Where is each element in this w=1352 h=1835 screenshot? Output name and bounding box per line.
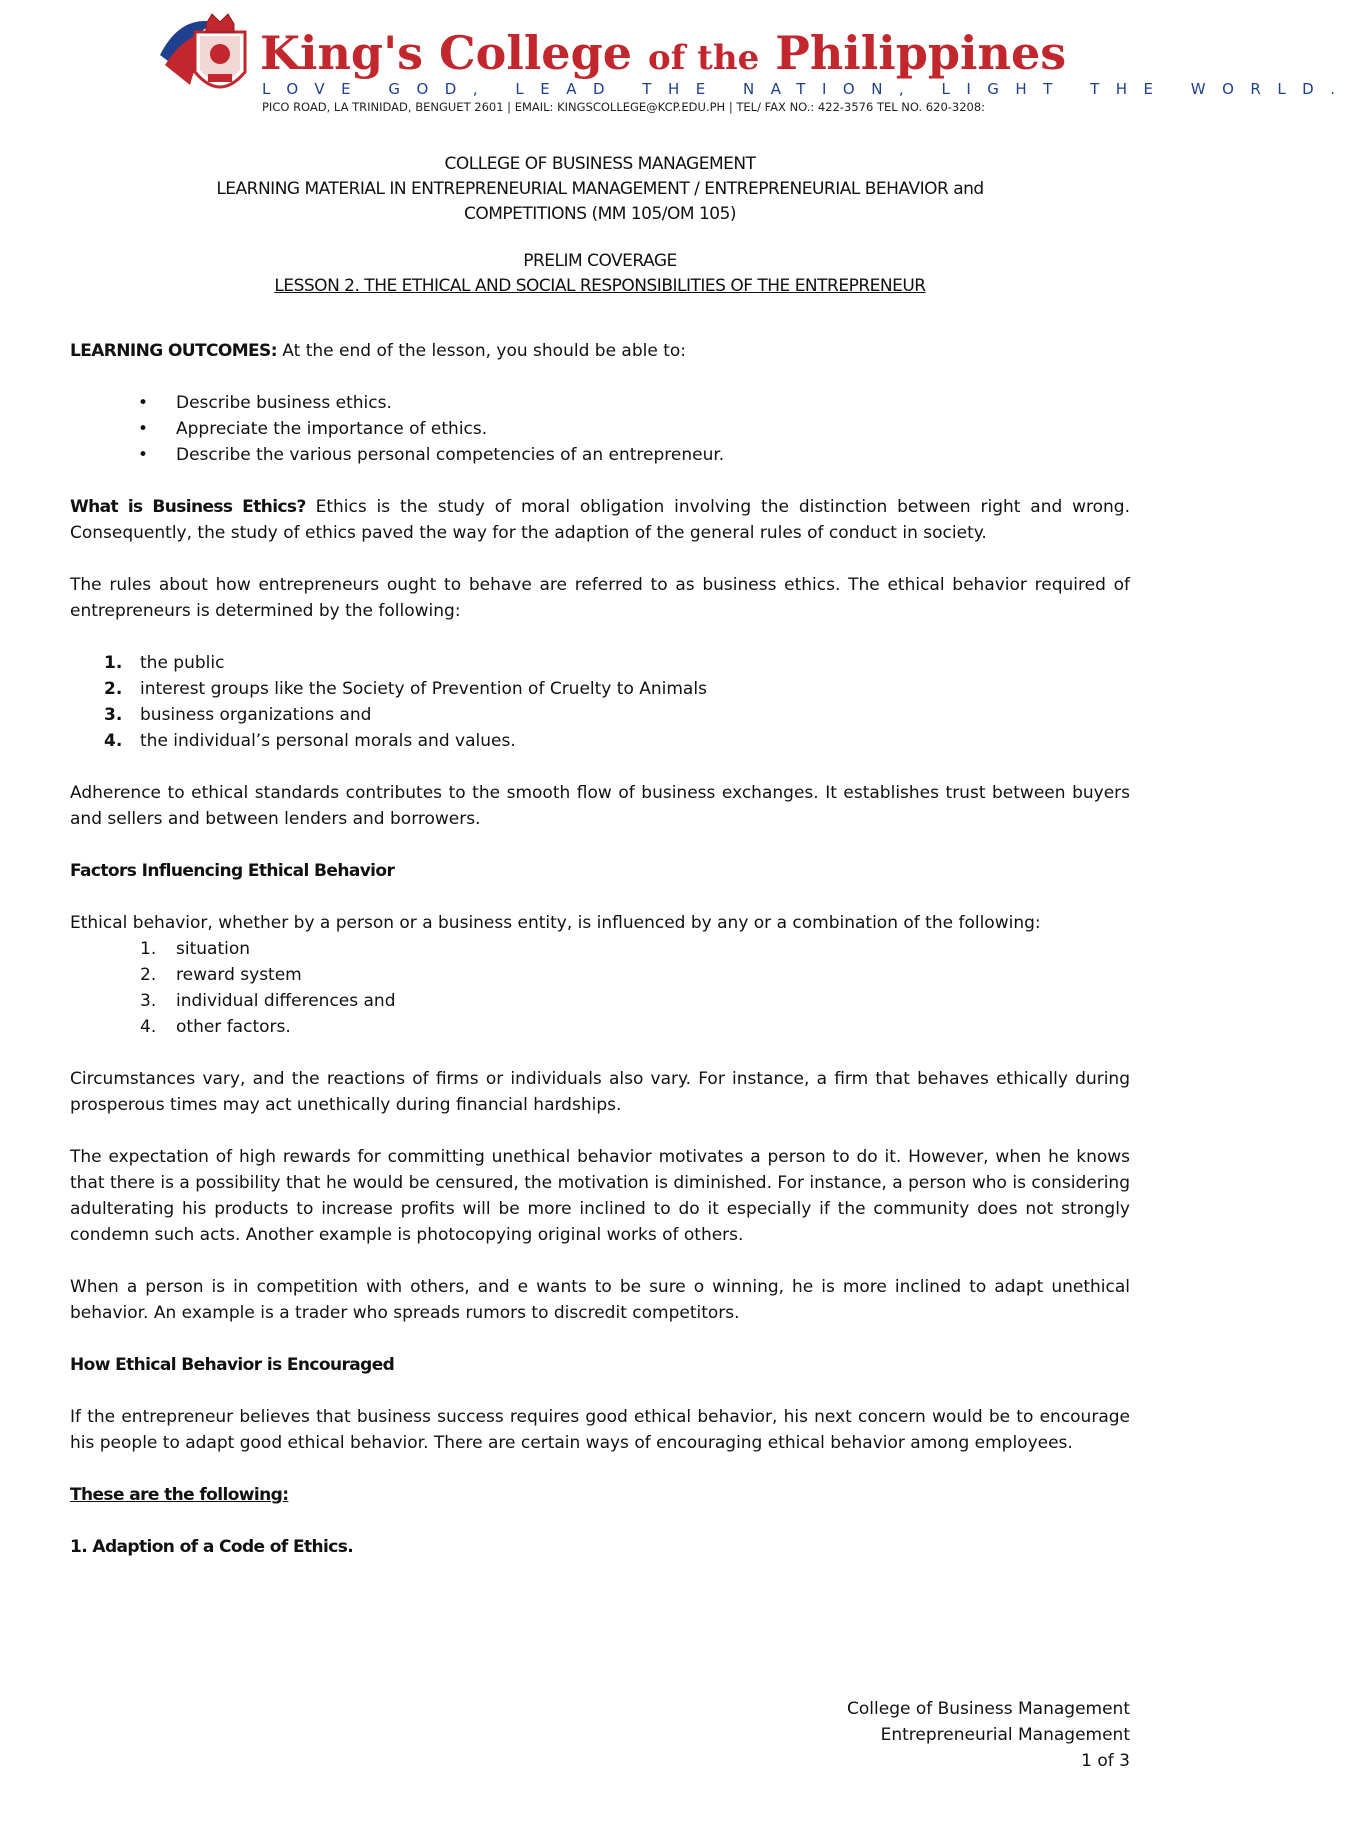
title-line-3: COMPETITIONS (MM 105/OM 105) bbox=[463, 204, 737, 224]
page-number: 1 of 3 bbox=[1081, 1751, 1130, 1771]
page-footer bbox=[847, 1696, 1130, 1774]
spacer bbox=[70, 1248, 1130, 1274]
list-number: 2. bbox=[104, 679, 123, 699]
list-item bbox=[70, 728, 1130, 754]
letterhead bbox=[160, 10, 1352, 120]
title-line-1: COLLEGE OF BUSINESS MANAGEMENT bbox=[444, 154, 756, 174]
list-item bbox=[70, 936, 1130, 962]
list-number: 1. bbox=[140, 939, 157, 959]
learning-outcomes-label: LEARNING OUTCOMES: bbox=[70, 341, 277, 361]
spacer bbox=[70, 1040, 1130, 1066]
college-address: PICO ROAD, LA TRINIDAD, BENGUET 2601 | EMAIL: KINGSCOLLEGE@KCP.EDU.PH | TEL/ FAX NO.: 422-3576 TEL NO. 620-3208: bbox=[262, 100, 986, 114]
encouraged-paragraph: If the entrepreneur believes that business success requires good ethical behavior, his next concern would be to encourage his people to adapt good ethical behavior. There are certain ways of encouraging ethical behavior among employees. bbox=[70, 1407, 1130, 1453]
college-name-kings: King's College bbox=[260, 26, 632, 80]
ethics-determinants-list bbox=[70, 650, 1130, 754]
spacer bbox=[70, 1118, 1130, 1144]
ethics-definition bbox=[70, 494, 1130, 546]
footer-subject: Entrepreneurial Management bbox=[880, 1725, 1130, 1745]
list-item-text: individual differences and bbox=[176, 991, 396, 1011]
list-item bbox=[70, 702, 1130, 728]
spacer bbox=[70, 468, 1130, 494]
list-item-text: reward system bbox=[176, 965, 302, 985]
spacer bbox=[70, 1456, 1130, 1482]
title-line-2: LEARNING MATERIAL IN ENTREPRENEURIAL MANAGEMENT / ENTREPRENEURIAL BEHAVIOR and bbox=[216, 179, 984, 199]
document-body bbox=[70, 338, 1130, 1560]
ethics-label: What is Business Ethics? bbox=[70, 497, 306, 517]
list-item-text: the public bbox=[140, 653, 225, 673]
spacer bbox=[70, 754, 1130, 780]
list-item bbox=[70, 650, 1130, 676]
spacer bbox=[70, 364, 1130, 390]
spacer bbox=[70, 832, 1130, 858]
list-item-text: Appreciate the importance of ethics. bbox=[176, 419, 488, 439]
list-item-text: Describe business ethics. bbox=[176, 393, 392, 413]
factors-list bbox=[70, 936, 1130, 1040]
college-name bbox=[260, 26, 1067, 80]
footer-college: College of Business Management bbox=[847, 1699, 1130, 1719]
list-number: 3. bbox=[140, 991, 157, 1011]
list-number: 1. bbox=[104, 653, 123, 673]
list-number: 2. bbox=[140, 965, 157, 985]
coverage-title: PRELIM COVERAGE bbox=[523, 251, 677, 271]
list-item-text: the individual’s personal morals and values. bbox=[140, 731, 516, 751]
list-item-text: Describe the various personal competencies of an entrepreneur. bbox=[176, 445, 725, 465]
list-number: 3. bbox=[104, 705, 123, 725]
code-of-ethics-heading: 1. Adaption of a Code of Ethics. bbox=[70, 1537, 354, 1557]
list-item bbox=[70, 988, 1130, 1014]
factors-intro: Ethical behavior, whether by a person or a business entity, is influenced by any or a combination of the following: bbox=[70, 913, 1041, 933]
ethics-adherence: Adherence to ethical standards contributes to the smooth flow of business exchanges. It establishes trust between buyers and sellers and between lenders and borrowers. bbox=[70, 783, 1130, 829]
following-heading: These are the following: bbox=[70, 1485, 289, 1505]
bullet: • bbox=[138, 445, 149, 465]
list-item-text: interest groups like the Society of Prevention of Cruelty to Animals bbox=[140, 679, 707, 699]
factors-paragraph-2: The expectation of high rewards for committing unethical behavior motivates a person to do it. However, when he knows that there is a possibility that he would be censured, the motivation is diminished. For instance, a person who is considering adulterating his products to increase profits will be more inclined to do it especially if the community does not strongly condemn such acts. Another example is photocopying original works of others. bbox=[70, 1147, 1130, 1245]
college-name-philippines: Philippines bbox=[775, 26, 1067, 80]
learning-outcomes-list bbox=[70, 390, 1130, 468]
list-item bbox=[70, 1014, 1130, 1040]
document-titles bbox=[70, 152, 1130, 299]
spacer bbox=[70, 1508, 1130, 1534]
title-spacer bbox=[70, 227, 1130, 249]
list-item bbox=[70, 416, 1130, 442]
list-number: 4. bbox=[140, 1017, 157, 1037]
college-name-of: of the bbox=[648, 38, 760, 78]
spacer bbox=[70, 1326, 1130, 1352]
factors-paragraph-3: When a person is in competition with others, and e wants to be sure o winning, he is more inclined to adapt unethical behavior. An example is a trader who spreads rumors to discredit competitors. bbox=[70, 1277, 1130, 1323]
college-seal-icon bbox=[160, 10, 270, 110]
list-item bbox=[70, 676, 1130, 702]
ethics-rules: The rules about how entrepreneurs ought to behave are referred to as business ethics. The ethical behavior required of entrepreneurs is determined by the following: bbox=[70, 575, 1130, 621]
factors-paragraph-1: Circumstances vary, and the reactions of firms or individuals also vary. For instance, a firm that behaves ethically during prosperous times may act unethically during financial hardships. bbox=[70, 1069, 1130, 1115]
factors-heading: Factors Influencing Ethical Behavior bbox=[70, 861, 395, 881]
bullet: • bbox=[138, 419, 149, 439]
spacer bbox=[70, 884, 1130, 910]
bullet: • bbox=[138, 393, 149, 413]
learning-outcomes-text: At the end of the lesson, you should be able to: bbox=[276, 341, 687, 361]
list-number: 4. bbox=[104, 731, 123, 751]
spacer bbox=[70, 624, 1130, 650]
college-motto: LOVE GOD, LEAD THE NATION, LIGHT THE WORLD. bbox=[262, 80, 1352, 98]
spacer bbox=[70, 546, 1130, 572]
list-item-text: other factors. bbox=[176, 1017, 291, 1037]
encouraged-heading: How Ethical Behavior is Encouraged bbox=[70, 1355, 395, 1375]
lesson-title: LESSON 2. THE ETHICAL AND SOCIAL RESPONSIBILITIES OF THE ENTREPRENEUR bbox=[274, 276, 926, 296]
list-item-text: business organizations and bbox=[140, 705, 372, 725]
list-item bbox=[70, 442, 1130, 468]
list-item bbox=[70, 962, 1130, 988]
spacer bbox=[70, 1378, 1130, 1404]
ethics-text: Ethics is the study of moral obligation involving the distinction between right and wrong. Consequently, the study of ethics paved the way for the adaption of the general rules of conduct in society. bbox=[70, 497, 1131, 543]
list-item-text: situation bbox=[176, 939, 251, 959]
list-item bbox=[70, 390, 1130, 416]
learning-outcomes-intro bbox=[70, 338, 1130, 364]
